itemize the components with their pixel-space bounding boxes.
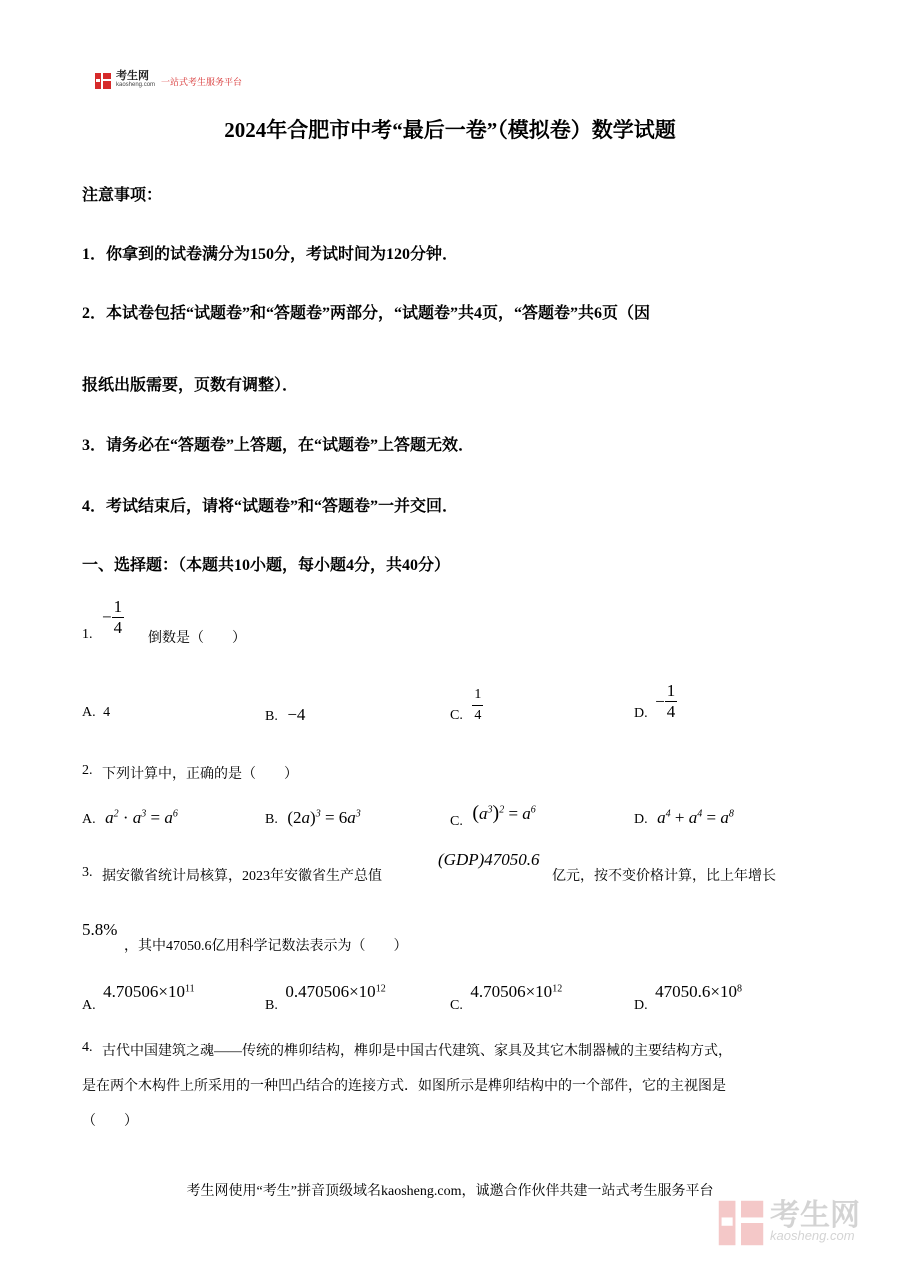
watermark-sub: kaosheng.com [770,1228,855,1243]
q3-gdp-value: (GDP)47050.6 [438,850,540,869]
q1-frac-den: 4 [113,618,123,637]
notice-item-2-cont: 报纸出版需要，页数有调整）． [82,377,299,394]
q1-d-sign: − [655,691,665,711]
q2-b-label: B. [265,812,278,827]
q2-b-math: $(2a)^3 = 6a^3$ [287,808,361,827]
q1-d-frac [665,681,678,722]
q3-b-label: B. [265,998,278,1013]
q1-a-label: A. [82,705,96,720]
q3-d-exp: 8 [736,983,742,995]
q3-a-label: A. [82,998,96,1013]
q2-number: 2. [82,763,93,778]
q3-a-exp: 11 [184,983,195,995]
q3-c-base: 4.70506×10 [470,982,553,1001]
q1-frac-sign: − [102,607,112,627]
q4-line3: （ ） [82,1114,138,1129]
q3-gdp [438,850,540,870]
q2-c-math: $(a^3)^2 = a^6$ [472,802,536,824]
logo-sub: kaosheng.com [116,82,156,89]
logo-text: 考生网 [116,70,149,83]
footer-watermark [716,1198,860,1248]
q1-a-value: 4 [103,705,111,720]
q1-b-value: −4 [287,705,306,724]
q1-c-frac [472,685,483,726]
q2-option-c[interactable] [450,802,536,829]
q3-text1: 据安徽省统计局核算，2023年安徽省生产总值 [102,869,382,884]
notice-heading: 注意事项： [82,187,163,204]
header-logo[interactable] [94,72,242,92]
q4-number: 4. [82,1040,93,1055]
q2-a-math: $a^2 \cdot a^3 = a^6$ [105,808,178,827]
q1-option-d[interactable] [634,681,677,722]
q1-number: 1. [82,627,93,642]
q1-c-den: 4 [474,708,482,723]
notice-item-4: 4．考试结束后，请将“试题卷”和“答题卷”一并交回． [82,498,459,515]
q4-line2: 是在两个木构件上所采用的一种凹凸结合的连接方式．如图所示是榫卯结构中的一个部件，它的主视图是 [82,1079,726,1094]
q1-c-label: C. [450,707,463,723]
q3-number: 3. [82,865,93,880]
q3-c-exp: 12 [552,983,563,995]
kaosheng-logo-icon [94,72,112,90]
watermark-text: 考生网 [770,1199,860,1232]
q2-option-a[interactable] [82,808,178,828]
q1-frac-num: 1 [113,597,123,616]
q3-text2: 亿元，按不变价格计算，比上年增长 [552,869,776,884]
q3-option-c[interactable] [450,982,563,1013]
q1-option-c[interactable] [450,685,483,726]
notice-item-3: 3．请务必在“答题卷”上答题，在“试题卷”上答题无效． [82,437,475,454]
q1-option-a[interactable] [82,705,110,721]
section-heading: 一、选择题：（本题共10小题，每小题4分，共40分） [82,557,451,574]
q3-text3: ，其中47050.6亿用科学记数法表示为（ ） [124,939,408,954]
footer-text: 考生网使用“考生”拼音顶级域名kaosheng.com，诚邀合作伙伴共建一站式考生服务平台 [186,1184,714,1199]
q2-c-label: C. [450,814,463,829]
page-title: 2024年合肥市中考“最后一卷”（模拟卷）数学试题 [224,118,676,142]
q1-c-num: 1 [472,685,483,706]
q3-option-b[interactable] [265,982,386,1013]
q2-option-b[interactable] [265,808,361,828]
q3-rate: 5.8% [82,920,118,939]
q1-option-b[interactable] [265,705,305,725]
q3-c-label: C. [450,998,463,1013]
notice-item-1: 1．你拿到的试卷满分为150分，考试时间为120分钟． [82,246,459,263]
q2-d-label: D. [634,812,648,827]
q3-option-a[interactable] [82,982,195,1013]
q3-d-label: D. [634,998,648,1013]
q1-d-den: 4 [666,702,676,721]
q2-option-d[interactable] [634,808,734,828]
q1-d-num: 1 [666,681,676,700]
q1-fraction [102,597,124,638]
q3-b-base: 0.470506×10 [285,982,376,1001]
notice-item-2: 2．本试卷包括“试题卷”和“答题卷”两部分，“试题卷”共4页，“答题卷”共6页（因 [82,305,651,322]
q1-d-label: D. [634,705,648,721]
header-slogan: 一站式考生服务平台 [161,76,243,87]
q3-d-base: 47050.6×10 [655,982,737,1001]
q1-text: 倒数是（ ） [148,631,246,646]
q3-option-d[interactable] [634,982,742,1013]
q2-d-math: $a^4 + a^4 = a^8$ [657,808,734,827]
q2-text: 下列计算中，正确的是（ ） [102,767,298,782]
q1-frac [112,597,125,638]
q2-a-label: A. [82,812,96,827]
watermark-logo-icon [716,1198,766,1248]
q3-b-exp: 12 [375,983,386,995]
q1-b-label: B. [265,709,278,724]
q3-a-base: 4.70506×10 [103,982,185,1001]
q4-line1: 古代中国建筑之魂——传统的榫卯结构，榫卯是中国古代建筑、家具及其它木制器械的主要结构方式， [102,1044,732,1059]
